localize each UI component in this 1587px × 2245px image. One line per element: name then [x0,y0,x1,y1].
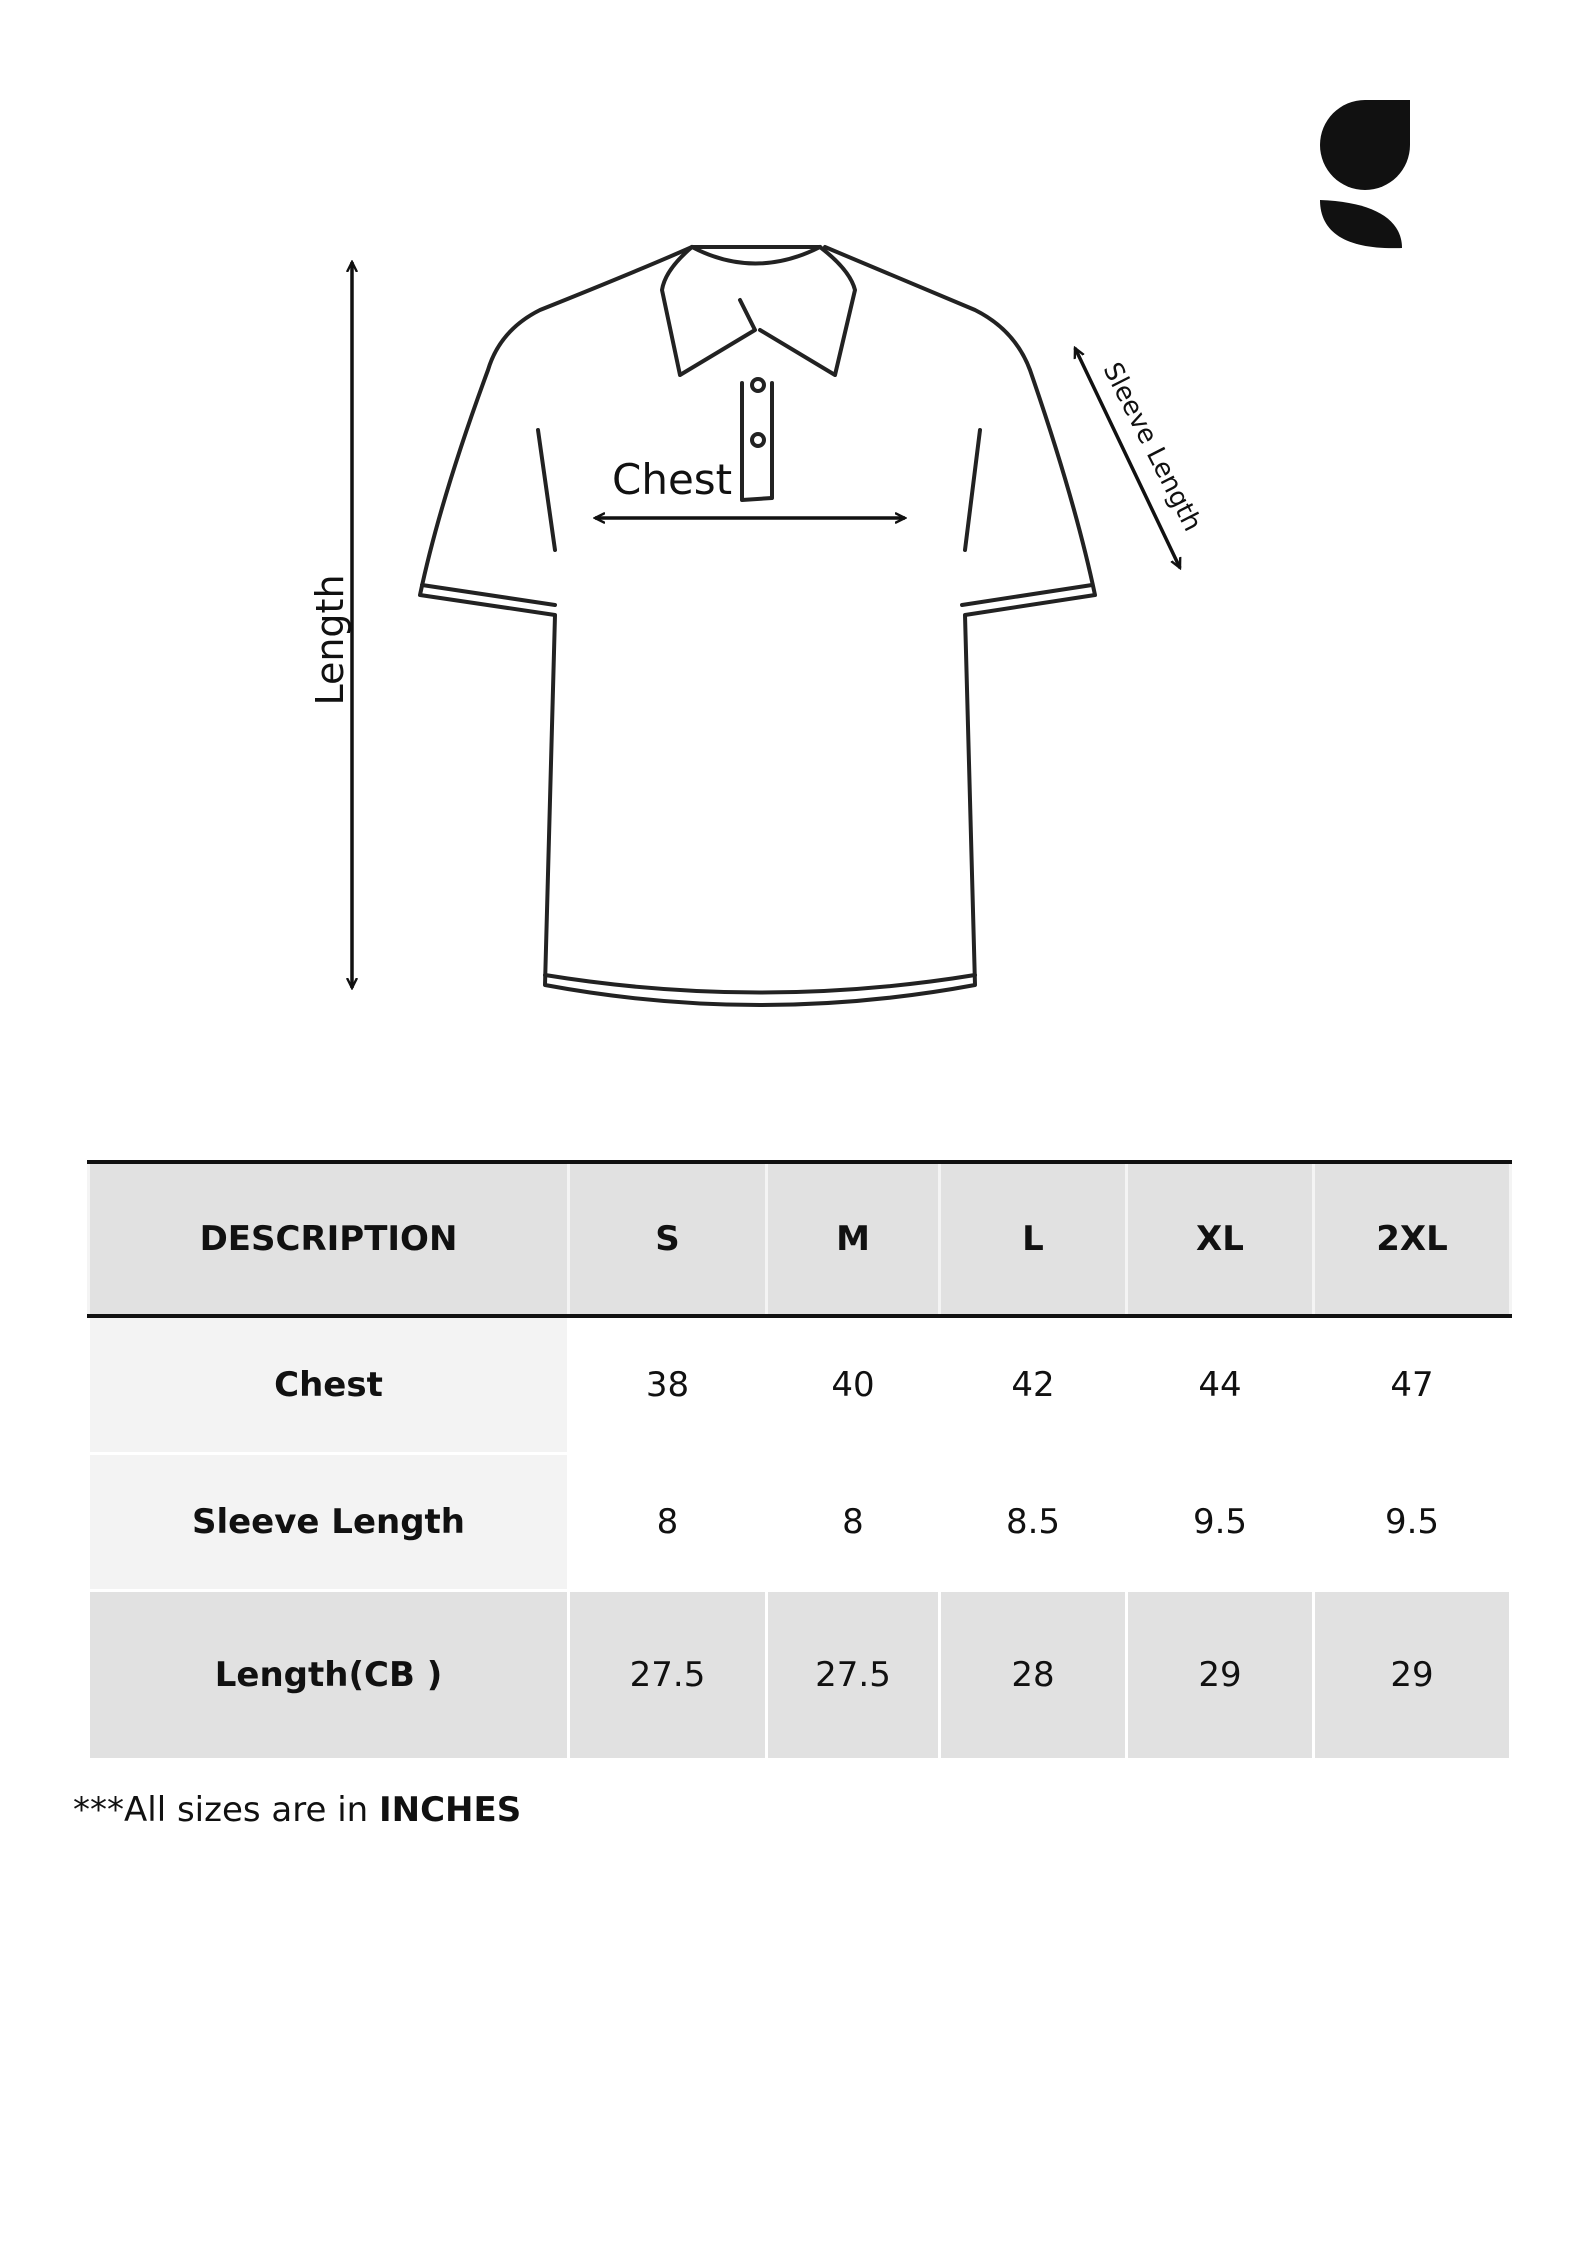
table-header-row [89,1162,1511,1316]
table-cell: 42 [940,1316,1127,1454]
header-description: DESCRIPTION [89,1162,569,1316]
header-size: S [569,1162,767,1316]
table-cell: 27.5 [767,1591,940,1760]
table-cell: 27.5 [569,1591,767,1760]
table-cell: 9.5 [1314,1454,1511,1591]
table-cell: 38 [569,1316,767,1454]
length-label: Length [308,574,352,706]
row-label: Sleeve Length [89,1454,569,1591]
table-cell: 44 [1127,1316,1314,1454]
units-note [73,1790,521,1830]
header-size: M [767,1162,940,1316]
table-cell: 8.5 [940,1454,1127,1591]
row-label: Chest [89,1316,569,1454]
table-row [89,1591,1511,1760]
sleeve-length-label: Sleeve Length [1096,357,1208,537]
table-cell: 40 [767,1316,940,1454]
polo-shirt-diagram [0,0,1587,1060]
header-size: L [940,1162,1127,1316]
table-cell: 29 [1314,1591,1511,1760]
table-cell: 8 [767,1454,940,1591]
table-cell: 29 [1127,1591,1314,1760]
table-cell: 9.5 [1127,1454,1314,1591]
header-size: XL [1127,1162,1314,1316]
units-note-unit: INCHES [379,1790,522,1830]
measurement-arrows [352,262,1180,988]
table-row [89,1316,1511,1454]
shirt-outline [420,247,1095,1005]
table-cell: 8 [569,1454,767,1591]
table-cell: 47 [1314,1316,1511,1454]
row-label: Length(CB ) [89,1591,569,1760]
header-size: 2XL [1314,1162,1511,1316]
table-cell: 28 [940,1591,1127,1760]
table-row [89,1454,1511,1591]
units-note-prefix: ***All sizes are in [73,1790,379,1830]
size-chart-table [87,1160,1512,1761]
chest-label: Chest [612,455,733,504]
